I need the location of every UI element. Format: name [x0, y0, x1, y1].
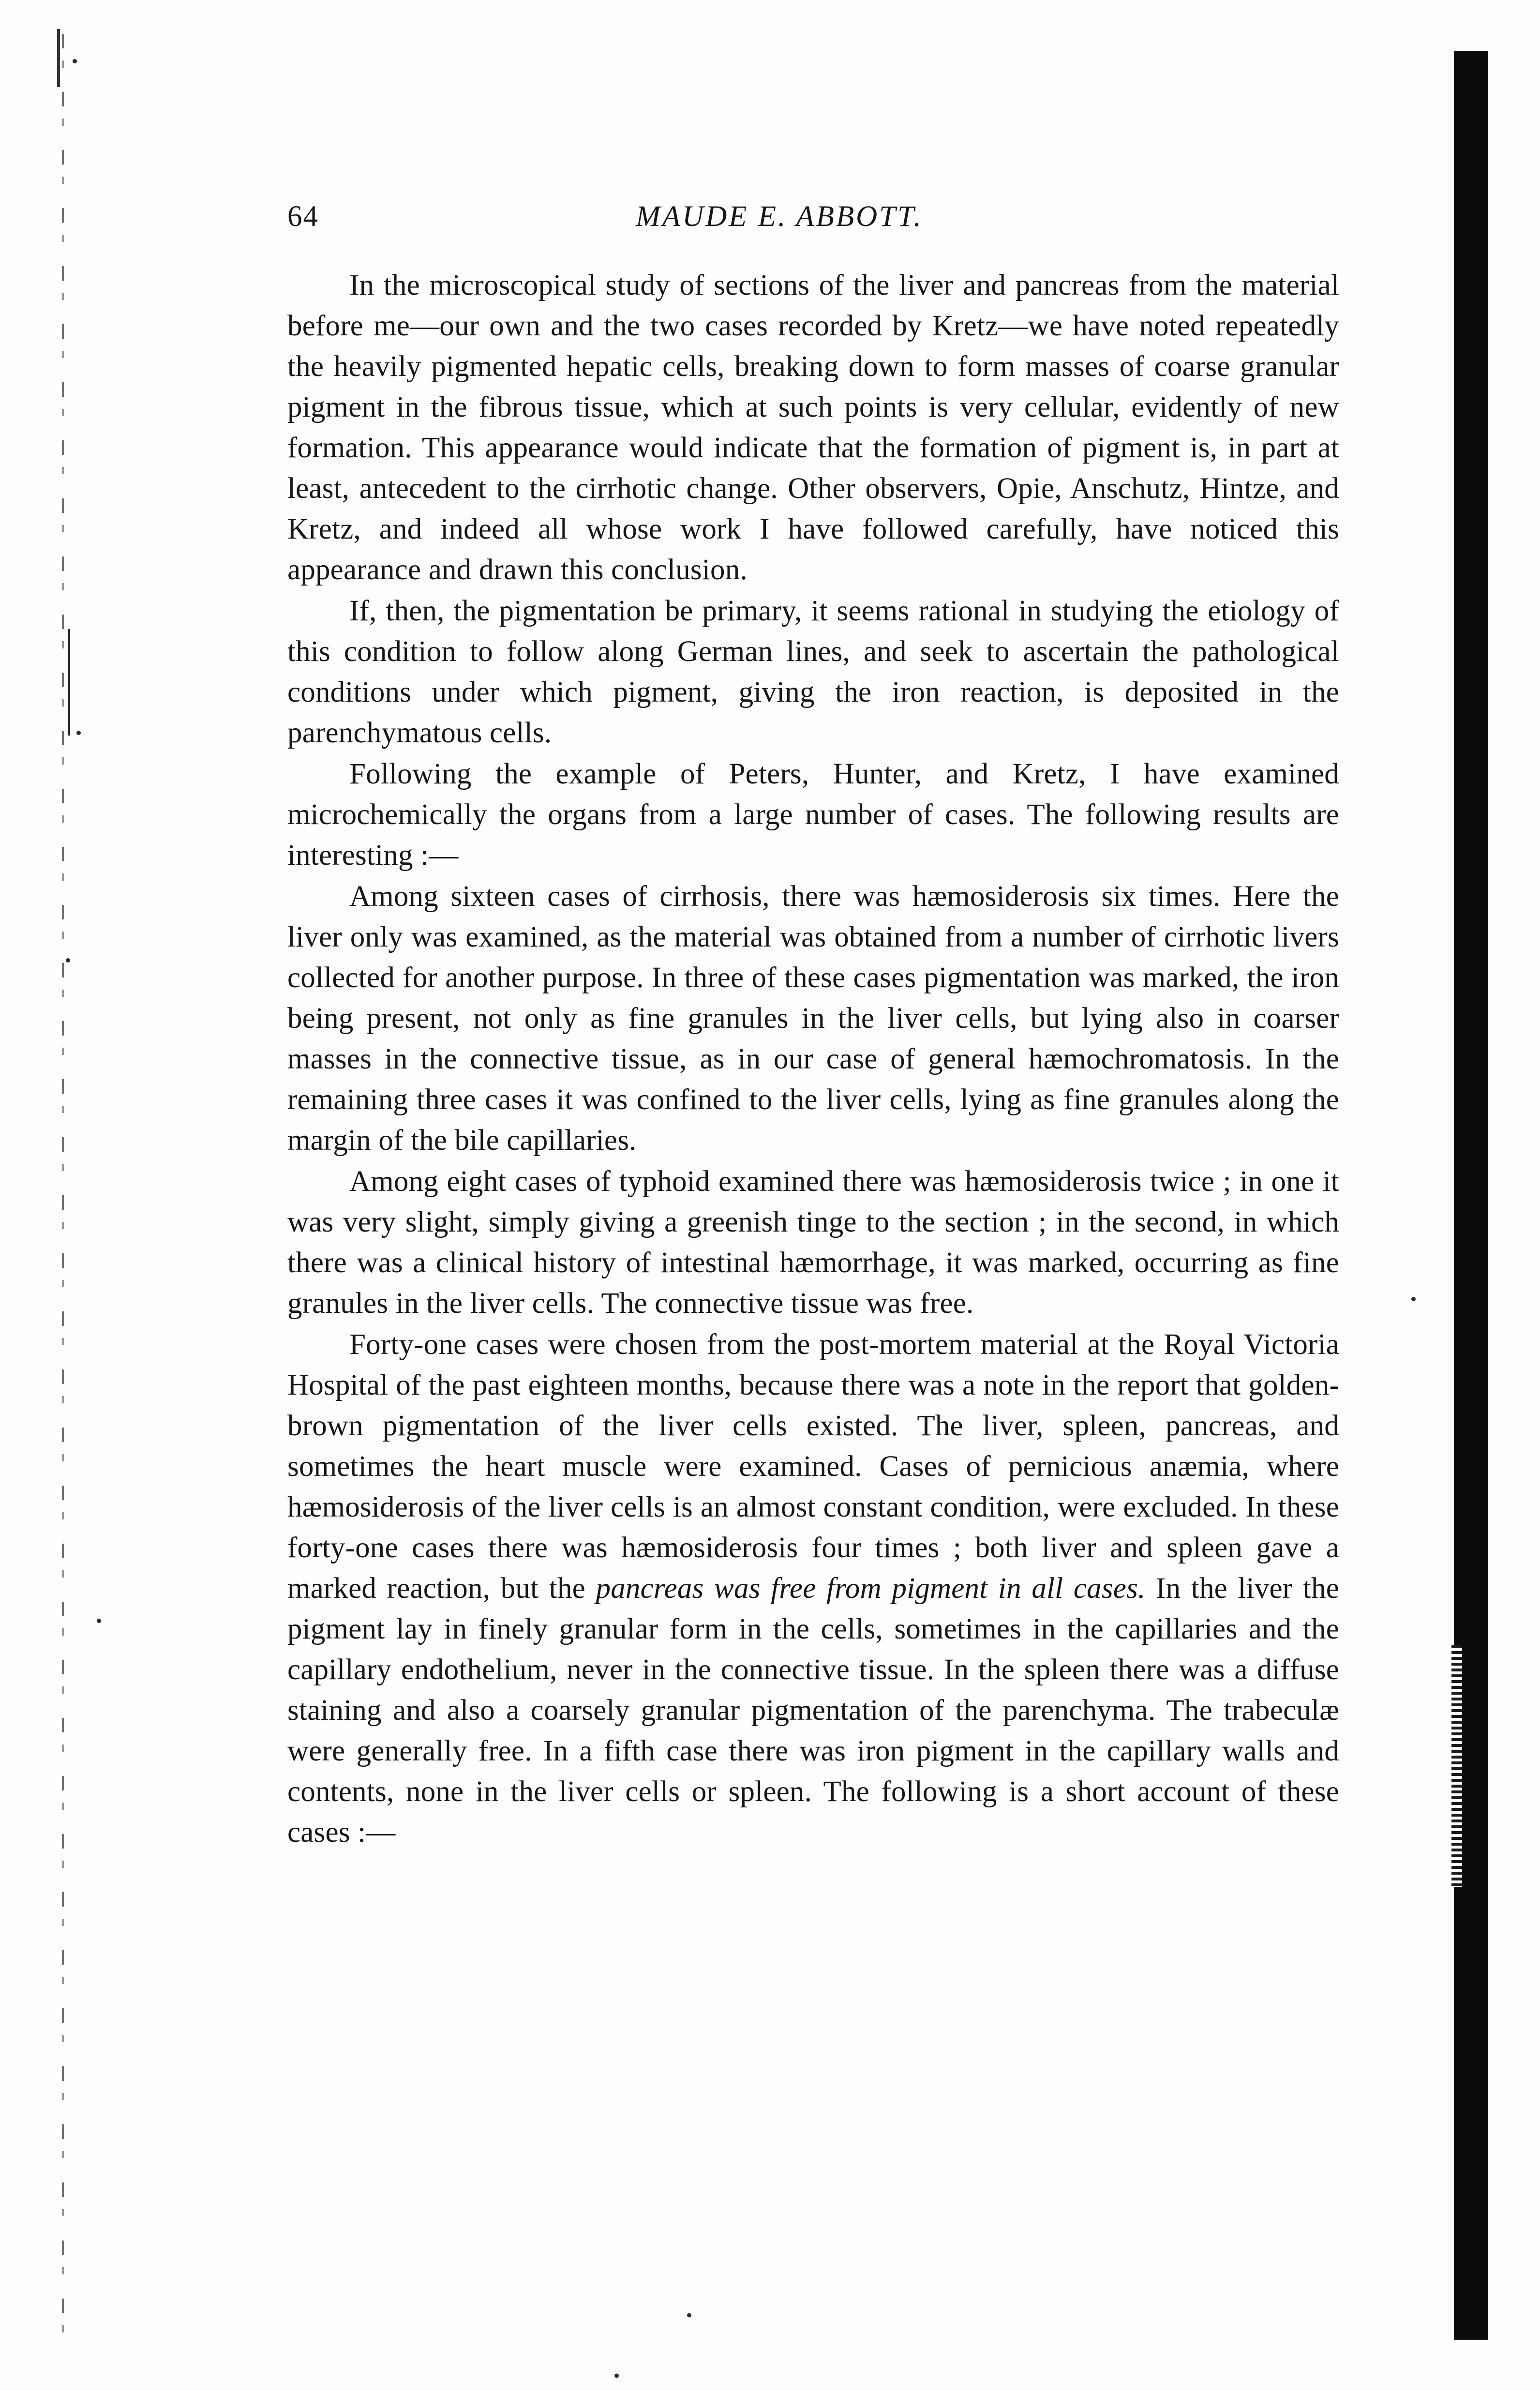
paragraph: Among sixteen cases of cirrhosis, there was hæmosiderosis six times. Here the liver only was examined, as the material was obtained from a number of cirrhotic livers collected for another purpose. In three of these cases pigmentation was marked, the iron being present, not only as fine granules in the liver cells, but lying also in coarser masses in the connective tissue, as in our case of general hæmochromatosis. In the remaining three cases it was confined to the liver cells, lying as fine granules along the margin of the bile capillaries.: [287, 880, 1339, 1157]
running-head: MAUDE E. ABBOTT.: [636, 200, 923, 233]
scan-edge-shadow: [1451, 1645, 1462, 1887]
scan-margin-artifact: [68, 629, 70, 736]
paragraph-text: Forty-one cases were chosen from the post-mortem material at the Royal Victoria Hospital of the past eighteen months, because there was a note in the report that golden-brown pigmentation of the liver cells existed. The liver, spleen, pancreas, and sometimes the heart muscle were examined. Cases of pernicious anæmia, where hæmosiderosis of the liver cells is an almost constant condition, were excluded. In these forty-one cases there was hæmosiderosis four times ; both liver and spleen gave a marked reaction, but the: [287, 1328, 1339, 1605]
scan-speck: [1411, 1297, 1416, 1301]
paragraph: [287, 1324, 1339, 1853]
page-number: 64: [287, 200, 319, 233]
scan-speck: [73, 59, 77, 63]
scan-speck: [66, 958, 70, 962]
italic-emphasis: pancreas was free from pigment in all cases.: [596, 1572, 1146, 1605]
paragraph: In the microscopical study of sections of the liver and pancreas from the material before me—our own and the two cases recorded by Kretz—we have noted repeatedly the heavily pigmented hepatic cells, breaking down to form masses of coarse granular pigment in the fibrous tissue, which at such points is very cellular, evidently of new formation. This appearance would indicate that the formation of pigment is, in part at least, antecedent to the cirrhotic change. Other observers, Opie, Anschutz, Hintze, and Kretz, and indeed all whose work I have followed carefully, have noticed this appearance and drawn this conclusion.: [287, 269, 1339, 586]
body-text: [287, 265, 1339, 1853]
scan-margin-artifact: [57, 29, 60, 87]
scan-speck: [97, 1619, 101, 1623]
paragraph: Among eight cases of typhoid examined there was hæmosiderosis twice ; in one it was very slight, simply giving a greenish tinge to the section ; in the second, in which there was a clinical history of intestinal hæmorrhage, it was marked, occurring as fine granules in the liver cells. The connective tissue was free.: [287, 1165, 1339, 1320]
scan-edge-shadow: [1454, 51, 1488, 2340]
scan-speck: [76, 731, 81, 735]
paragraph: Following the example of Peters, Hunter, and Kretz, I have examined microchemically the organs from a large number of cases. The following results are interesting :—: [287, 758, 1339, 872]
paragraph: If, then, the pigmentation be primary, it seems rational in studying the etiology of this condition to follow along German lines, and seek to ascertain the pathological conditions under which pigment, giving the iron reaction, is deposited in the parenchymatous cells.: [287, 595, 1339, 749]
scan-speck: [614, 2374, 619, 2378]
paragraph-text: In the liver the pigment lay in finely granular form in the cells, sometimes in the capillaries and the capillary endothelium, never in the connective tissue. In the spleen there was a diffuse staining and also a coarsely granular pigmentation of the parenchyma. The trabeculæ were generally free. In a fifth case there was iron pigment in the capillary walls and contents, none in the liver cells or spleen. The following is a short account of these cases :—: [287, 1572, 1339, 1849]
page-header: [287, 193, 1339, 241]
scan-speck: [687, 2313, 691, 2317]
scan-margin-artifact: [62, 34, 64, 2347]
